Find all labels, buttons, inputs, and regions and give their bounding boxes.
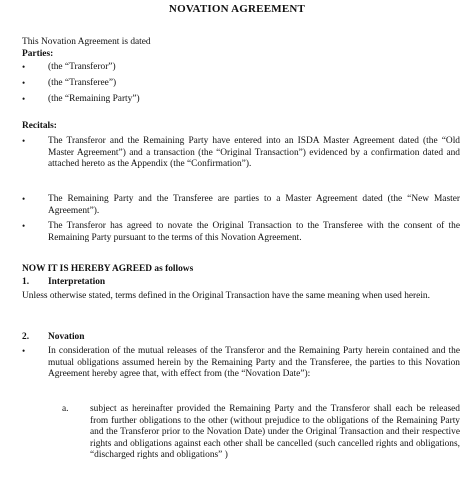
party-item (22, 94, 460, 106)
party-text: (the “Transferor”) (48, 62, 116, 72)
document-title: NOVATION AGREEMENT (168, 3, 306, 15)
sub-text: subject as hereinafter provided the Remaining Party and the Transferor shall each be released from further obligations to the other (without prejudice to the obligations of the Remaining Party and the Transferor prior to the Novation Date) under the Original Transaction and their respective rights and obligations against each other shall be cancelled (such cancelled rights and obligations, “discharged rights and obligations” ) (90, 404, 460, 461)
recital-item (22, 194, 460, 217)
agreed-heading: NOW IT IS HEREBY AGREED as follows (22, 264, 194, 274)
recital-text: The Remaining Party and the Transferee are parties to a Master Agreement dated (the “New Master Agreement”). (48, 194, 460, 216)
recital-text: The Transferor has agreed to novate the Original Transaction to the Transferee with the consent of the Remaining Party pursuant to the terms of this Novation Agreement. (48, 221, 460, 243)
parties-heading: Parties: (22, 49, 54, 59)
party-text: (the “Remaining Party”) (48, 94, 140, 104)
party-item (22, 62, 460, 74)
recital-item (22, 221, 460, 244)
bullet-icon: • (22, 78, 26, 88)
bullet-icon: • (22, 136, 26, 146)
bullet-icon: • (22, 194, 26, 204)
section-2-subitem-a (62, 404, 460, 462)
recital-text: The Transferor and the Remaining Party have entered into an ISDA Master Agreement dated (the “Old Master Agreement”) and a transaction (the “Original Transaction”) evidenced by a confirmation dated and attached hereto as the Appendix (the “Confirmation”). (48, 136, 460, 170)
section-number: 1. (22, 277, 30, 287)
section-2-bullet (22, 346, 460, 381)
section-1-heading (22, 277, 105, 289)
party-item (22, 78, 460, 90)
recitals-heading: Recitals: (22, 121, 57, 131)
bullet-icon: • (22, 94, 26, 104)
section-title: Novation (48, 332, 85, 342)
section-2-heading (22, 332, 84, 344)
section-number: 2. (22, 332, 30, 342)
bullet-icon: • (22, 346, 26, 356)
recital-item (22, 136, 460, 171)
sub-label: a. (62, 404, 69, 414)
bullet-icon: • (22, 62, 26, 72)
section-1-text: Unless otherwise stated, terms defined in the Original Transaction have the same meaning when used herein. (22, 291, 430, 301)
section-2-bullet-text: In consideration of the mutual releases of the Transferor and the Remaining Party herein contained and the mutual obligations assumed herein by the Remaining Party and the Transferee, the parties to this Novation Agreement hereby agree that, with effect from (the “Novation Date”): (48, 346, 460, 380)
bullet-icon: • (22, 221, 26, 231)
section-title: Interpretation (48, 277, 106, 287)
dated-line: This Novation Agreement is dated (22, 37, 151, 47)
party-text: (the “Transferee”) (48, 78, 117, 88)
